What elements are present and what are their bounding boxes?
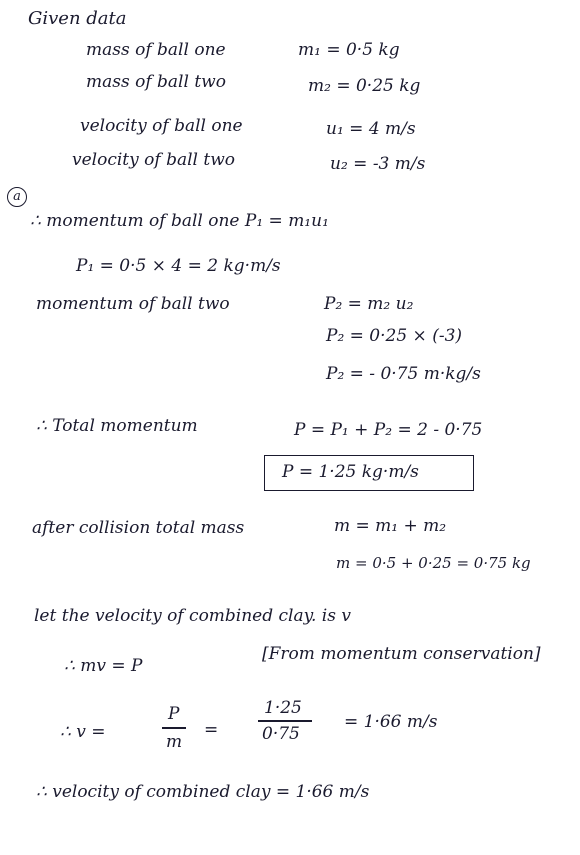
combined-velocity-intro: let the velocity of combined clay. is v bbox=[34, 606, 351, 626]
page-title: Given data bbox=[28, 8, 127, 29]
momentum-two-label: momentum of ball two bbox=[36, 294, 230, 314]
mass-one-label: mass of ball one bbox=[86, 40, 226, 60]
fraction-p-numerator: P bbox=[168, 704, 180, 724]
velocity-two-label: velocity of ball two bbox=[72, 150, 235, 170]
velocity-result: = 1·66 m/s bbox=[344, 712, 438, 732]
momentum-two-sub: P₂ = 0·25 × (-3) bbox=[326, 326, 463, 346]
mass-one-value: m₁ = 0·5 kg bbox=[298, 40, 400, 60]
total-mass-formula: m = m₁ + m₂ bbox=[334, 516, 447, 536]
velocity-one-value: u₁ = 4 m/s bbox=[326, 119, 416, 139]
mass-two-label: mass of ball two bbox=[86, 72, 226, 92]
total-momentum-label: ∴ Total momentum bbox=[36, 416, 198, 436]
fraction-denominator: 0·75 bbox=[262, 724, 300, 744]
equals-sign: = bbox=[204, 720, 219, 740]
total-mass-calc: m = 0·5 + 0·25 = 0·75 kg bbox=[336, 554, 531, 572]
part-a-marker: a bbox=[7, 187, 27, 207]
fraction-p-denominator: m bbox=[166, 732, 183, 752]
fraction-bar bbox=[258, 720, 312, 722]
fraction-p-bar bbox=[162, 727, 186, 729]
velocity-one-label: velocity of ball one bbox=[80, 116, 243, 136]
momentum-one-calc: P₁ = 0·5 × 4 = 2 kg·m/s bbox=[76, 256, 281, 276]
momentum-one-line: ∴ momentum of ball one P₁ = m₁u₁ bbox=[30, 211, 329, 231]
momentum-two-formula: P₂ = m₂ u₂ bbox=[324, 294, 414, 314]
velocity-formula-lhs: ∴ v = bbox=[60, 722, 106, 742]
momentum-two-result: P₂ = - 0·75 m·kg/s bbox=[326, 364, 481, 384]
total-mass-label: after collision total mass bbox=[32, 518, 245, 538]
total-momentum-formula: P = P₁ + P₂ = 2 - 0·75 bbox=[294, 420, 483, 440]
final-answer: ∴ velocity of combined clay = 1·66 m/s bbox=[36, 782, 370, 802]
velocity-two-value: u₂ = -3 m/s bbox=[330, 154, 426, 174]
fraction-numerator: 1·25 bbox=[264, 698, 302, 718]
momentum-conservation-eq: ∴ mv = P bbox=[64, 656, 143, 676]
momentum-conservation-note: [From momentum conservation] bbox=[262, 644, 541, 664]
mass-two-value: m₂ = 0·25 kg bbox=[308, 76, 421, 96]
boxed-answer-text: P = 1·25 kg·m/s bbox=[282, 462, 419, 482]
